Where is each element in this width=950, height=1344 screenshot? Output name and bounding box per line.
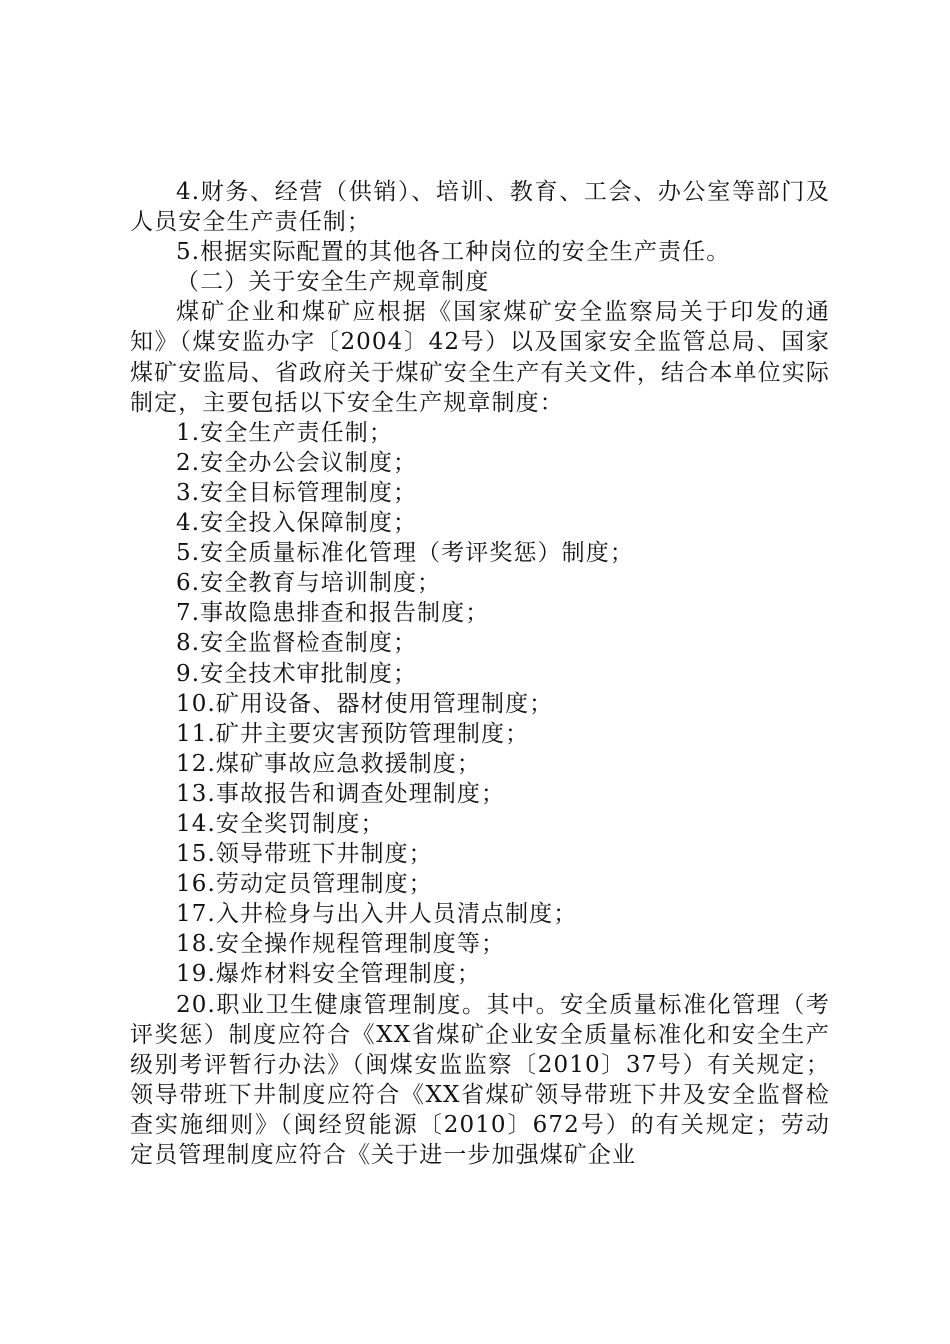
paragraph-responsibility-4: 4.财务、经营（供销）、培训、教育、工会、办公室等部门及人员安全生产责任制； — [130, 179, 830, 236]
list-item: 17.入井检身与出入井人员清点制度； — [176, 901, 578, 928]
list-item: 11.矿井主要灾害预防管理制度； — [176, 720, 530, 747]
list-item: 10.矿用设备、器材使用管理制度； — [176, 690, 554, 717]
list-item: 8.安全监督检查制度； — [176, 630, 418, 657]
list-item: 9.安全技术审批制度； — [176, 660, 418, 687]
list-item: 13.事故报告和调查处理制度； — [176, 780, 506, 807]
list-item: 3.安全目标管理制度； — [176, 479, 418, 506]
closing-paragraph: 20.职业卫生健康管理制度。其中。安全质量标准化管理（考评奖惩）制度应符合《XX省煤矿企业安全质量标准化和安全生产级别考评暂行办法》（闽煤安监监察〔2010〕37号）有关规定；领导带班下井制度应符合《XX省煤矿领导带班下井及安全监督检查实施细则》（闽经贸能源〔2010〕672号）的有关规定；劳动定员管理制度应符合《关于进一步加强煤矿企业 — [130, 991, 830, 1168]
paragraph-responsibility-5: 5.根据实际配置的其他各工种岗位的安全生产责任。 — [176, 239, 731, 266]
list-item: 19.爆炸材料安全管理制度； — [176, 961, 481, 988]
list-item: 18.安全操作规程管理制度等； — [176, 931, 506, 958]
section-heading: （二）关于安全生产规章制度 — [176, 269, 490, 296]
list-item: 5.安全质量标准化管理（考评奖惩）制度； — [176, 540, 634, 567]
list-item: 2.安全办公会议制度； — [176, 449, 418, 476]
intro-paragraph: 煤矿企业和煤矿应根据《国家煤矿安全监察局关于印发的通知》（煤安监办字〔2004〕42号）以及国家安全监管总局、国家煤矿安监局、省政府关于煤矿安全生产有关文件，结合本单位实际制定，主要包括以下安全生产规章制度： — [130, 299, 830, 416]
list-item: 16.劳动定员管理制度； — [176, 871, 433, 898]
document-body — [130, 177, 830, 1170]
list-item: 14.安全奖罚制度； — [176, 810, 385, 837]
list-item: 1.安全生产责任制； — [176, 419, 393, 446]
list-item: 4.安全投入保障制度； — [176, 510, 418, 537]
list-item: 7.事故隐患排查和报告制度； — [176, 600, 490, 627]
list-item: 12.煤矿事故应急救援制度； — [176, 750, 481, 777]
list-item: 6.安全教育与培训制度； — [176, 570, 442, 597]
list-item: 15.领导带班下井制度； — [176, 841, 433, 868]
